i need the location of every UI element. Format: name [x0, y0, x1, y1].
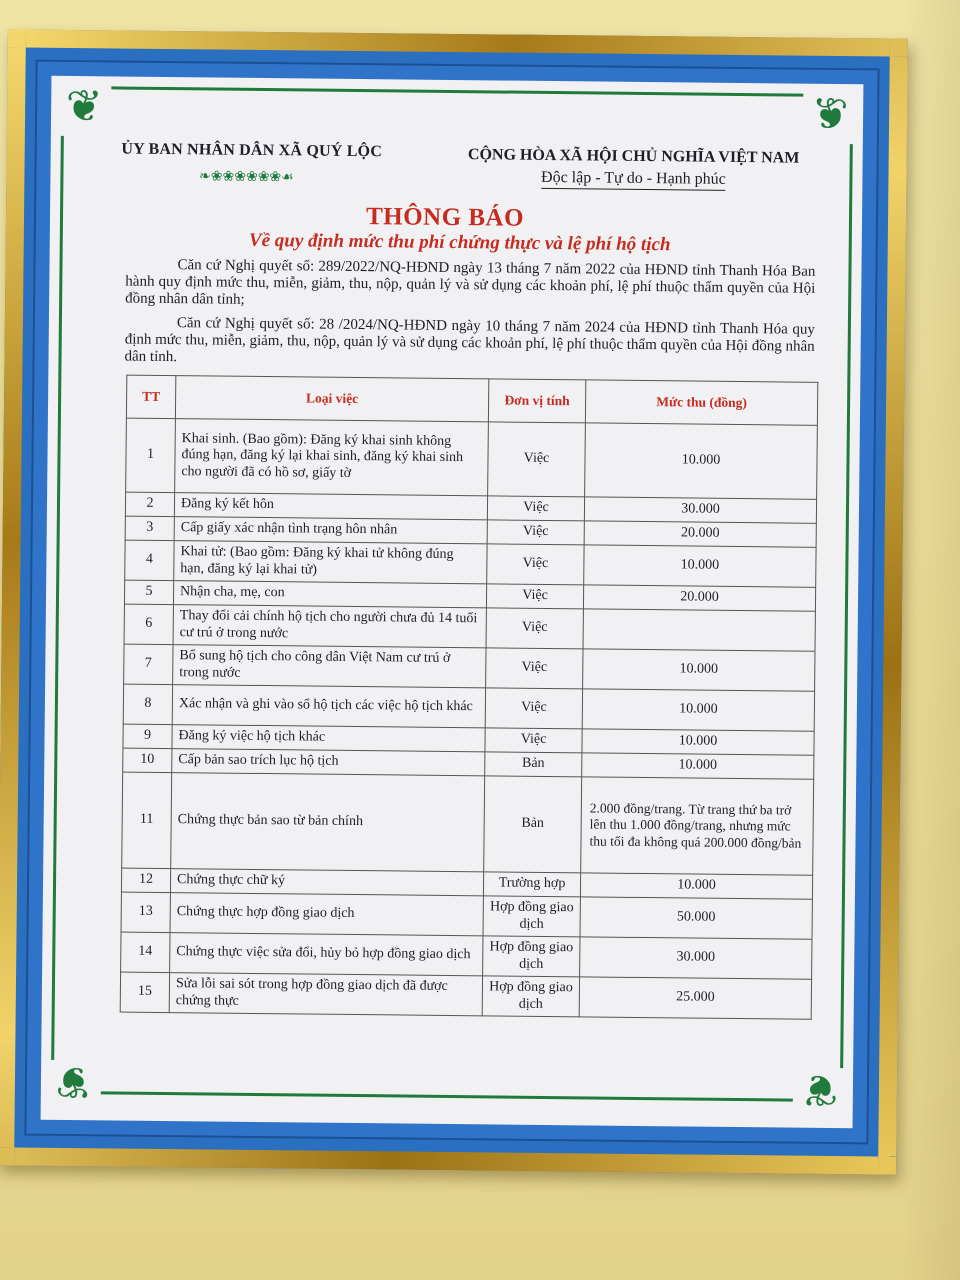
notice-subtitle: Về quy định mức thu phí chứng thực và lệ phí hộ tịch	[248, 229, 671, 256]
row-fee: 25.000	[579, 977, 811, 1019]
wall	[900, 0, 960, 1280]
notice-board	[41, 76, 864, 1128]
row-job: Sửa lỗi sai sót trong hợp đồng giao dịch đã được chứng thực	[169, 973, 482, 1016]
row-number: 12	[121, 868, 170, 893]
national-header	[448, 146, 818, 192]
row-job: Khai sinh. (Bao gồm): Đăng ký khai sinh không đúng hạn, đăng ký lại khai sinh, đăng ký khai sinh cho người đã có hồ sơ, giấy tờ	[175, 419, 489, 496]
top-border-line	[111, 86, 803, 96]
row-job: Nhận cha, mẹ, con	[173, 581, 486, 608]
row-job: Xác nhận và ghi vào sổ hộ tịch các việc hộ tịch khác	[172, 685, 485, 728]
table-header-row	[126, 375, 817, 425]
row-fee: 10.000	[580, 873, 812, 899]
row-job: Chứng thực hợp đồng giao dịch	[170, 893, 483, 936]
top-left-ornament-icon: ❦	[65, 80, 103, 133]
fee-table	[120, 375, 819, 1020]
row-fee: 10.000	[583, 649, 815, 691]
notice-title: THÔNG BÁO	[365, 203, 525, 232]
row-fee: 2.000 đồng/trang. Từ trang thứ ba trở lên thu 1.000 đồng/trang, nhưng mức thu tối đa không quá 200.000 đồng/bản	[581, 777, 814, 875]
row-fee: 10.000	[582, 753, 814, 779]
paragraph-text: Căn cứ Nghị quyết số: 28 /2024/NQ-HĐND ngày 10 tháng 7 năm 2024 của HĐND tỉnh Thanh Hóa quy định mức thu, miễn, giảm, thu, nộp, quản lý và sử dụng các khoản phí, lệ phí thuộc thẩm quyền của Hội đồng nhân dân tỉnh.	[124, 315, 815, 366]
row-number: 15	[120, 972, 169, 1013]
row-number: 7	[124, 644, 173, 685]
row-number: 11	[122, 772, 172, 869]
table-row	[120, 972, 811, 1019]
row-fee: 20.000	[583, 585, 815, 611]
row-fee: 50.000	[580, 897, 812, 939]
row-unit: Việc	[486, 608, 583, 649]
row-job: Chứng thực bản sao từ bản chính	[171, 773, 485, 872]
column-header-job: Loại việc	[175, 376, 488, 422]
country-name: CỘNG HÒA XÃ HỘI CHỦ NGHĨA VIỆT NAM	[467, 146, 800, 167]
picture-frame	[0, 29, 908, 1174]
row-number: 2	[125, 492, 174, 517]
bottom-right-ornament-icon: ❦	[801, 1063, 839, 1116]
row-unit: Hợp đồng giao dịch	[483, 936, 580, 977]
row-number: 8	[123, 684, 172, 725]
row-job: Chứng thực chữ ký	[170, 869, 483, 896]
row-number: 4	[125, 540, 174, 581]
table-row	[126, 418, 818, 499]
row-job: Chứng thực việc sửa đổi, hủy bỏ hợp đồng giao dịch	[170, 933, 483, 976]
row-fee: 10.000	[585, 423, 818, 499]
row-number: 3	[125, 516, 174, 541]
blue-mat	[24, 60, 879, 1145]
right-border-line	[840, 144, 853, 1068]
row-number: 1	[126, 418, 176, 493]
row-job: Thay đổi cải chính hộ tịch cho người chưa đủ 14 tuổi cư trú ở trong nước	[173, 605, 486, 648]
row-fee: 30.000	[584, 497, 816, 523]
bottom-border-line	[101, 1091, 793, 1101]
row-fee: 10.000	[584, 545, 816, 587]
table-row	[122, 772, 814, 875]
issuing-authority: ỦY BAN NHÂN DÂN XÃ QUÝ LỘC	[121, 140, 383, 161]
row-fee: 30.000	[580, 937, 812, 979]
row-number: 13	[121, 892, 170, 933]
column-header-tt: TT	[126, 375, 175, 419]
row-job: Khai tử: (Bao gồm: Đăng ký khai tử không đúng hạn, đăng ký lại khai tử)	[174, 541, 487, 584]
row-unit: Trường hợp	[483, 872, 580, 897]
row-unit: Bản	[484, 776, 582, 873]
row-unit: Bản	[485, 752, 582, 777]
row-job: Đăng ký kết hôn	[174, 493, 487, 520]
row-unit: Việc	[487, 496, 584, 521]
paragraph-text: Căn cứ Nghị quyết số: 289/2022/NQ-HĐND ngày 13 tháng 7 năm 2022 của HĐND tỉnh Thanh Hóa Ban hành quy định mức thu, miễn, giảm, thu, nộp, quản lý và sử dụng các khoản phí, lệ phí thuộc thẩm quyền của Hội đồng nhân dân tỉnh;	[125, 257, 816, 308]
legal-basis-paragraph	[124, 315, 814, 373]
row-job: Bổ sung hộ tịch cho công dân Việt Nam cư trú ở trong nước	[173, 645, 486, 688]
row-unit: Việc	[485, 688, 582, 729]
row-job: Cấp bản sao trích lục hộ tịch	[172, 749, 485, 776]
row-unit: Việc	[487, 544, 584, 585]
row-number: 10	[123, 748, 172, 773]
row-unit: Hợp đồng giao dịch	[482, 976, 579, 1017]
vine-ornament-icon: ❧❀❀❀❀❀❀☙	[199, 168, 294, 186]
column-header-unit: Đơn vị tính	[488, 379, 585, 423]
national-motto: Độc lập - Tự do - Hạnh phúc	[541, 169, 726, 191]
row-fee: 20.000	[584, 521, 816, 547]
row-number: 6	[124, 604, 173, 645]
row-unit: Hợp đồng giao dịch	[483, 896, 580, 937]
row-unit: Việc	[485, 728, 582, 753]
row-unit: Việc	[486, 648, 583, 689]
row-number: 14	[121, 932, 170, 973]
row-fee	[583, 609, 815, 651]
column-header-fee: Mức thu (đồng)	[585, 380, 817, 425]
row-number: 9	[123, 724, 172, 749]
top-right-ornament-icon: ❦	[811, 88, 849, 141]
legal-basis-paragraph	[125, 257, 815, 315]
row-fee: 10.000	[582, 729, 814, 755]
row-job: Cấp giấy xác nhận tình trạng hôn nhân	[174, 517, 487, 544]
bottom-left-ornament-icon: ❦	[55, 1055, 93, 1108]
row-unit: Việc	[487, 520, 584, 545]
row-fee: 10.000	[582, 689, 814, 731]
row-unit: Việc	[486, 584, 583, 609]
left-border-line	[51, 136, 64, 1060]
row-number: 5	[124, 580, 173, 605]
row-unit: Việc	[488, 422, 586, 497]
row-job: Đăng ký việc hộ tịch khác	[172, 725, 485, 752]
